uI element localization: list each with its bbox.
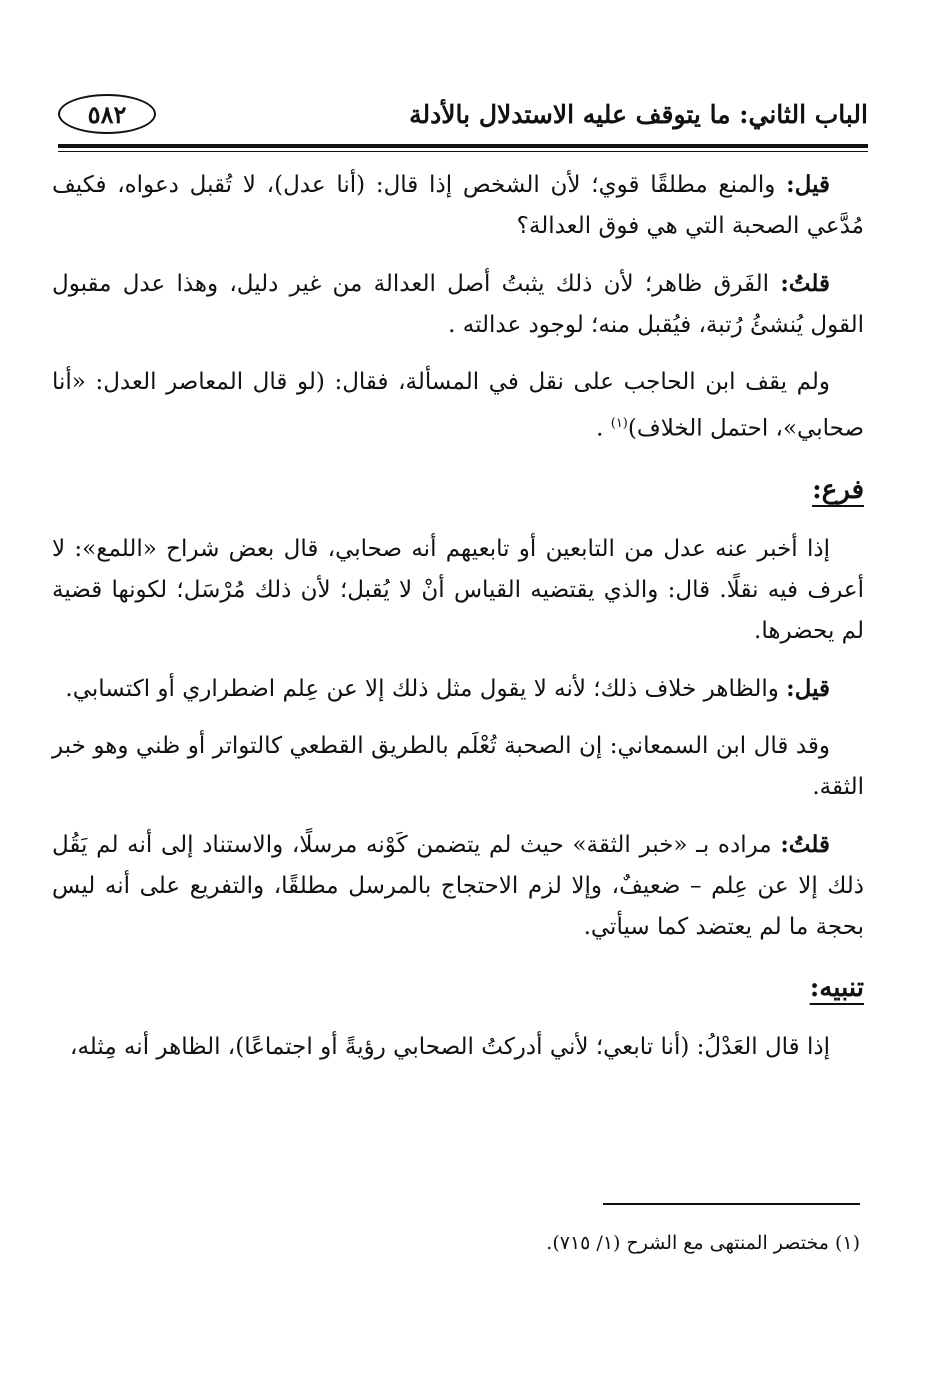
footnote-separator <box>603 1203 860 1205</box>
lead-word: قلتُ: <box>780 830 830 858</box>
paragraph-1 <box>52 164 864 247</box>
section-heading-far: فرع: <box>812 474 864 505</box>
paragraph-text: الفَرق ظاهر؛ لأن ذلك يثبتُ أصل العدالة من غير دليل، وهذا عدل مقبول القول يُنشئُ رُتبة، فيُقبل منه؛ لوجود عدالته . <box>52 271 864 338</box>
footnote: (١) مختصر المنتهى مع الشرح (١/ ٧١٥). <box>546 1232 860 1254</box>
paragraph-2 <box>52 263 864 346</box>
paragraph-text: وقد قال ابن السمعاني: إن الصحبة تُعْلَم بالطريق القطعي كالتواتر أو ظني وهو خبر الثقة. <box>52 732 864 800</box>
paragraph-3 <box>52 362 864 450</box>
paragraph-8 <box>52 1027 864 1068</box>
paragraph-end: . <box>596 415 611 442</box>
paragraph-text: ولم يقف ابن الحاجب على نقل في المسألة، فقال: (لو قال المعاصر العدل: «أنا صحابي»، احتمل الخلاف) <box>52 369 864 442</box>
paragraph-7 <box>52 824 864 948</box>
lead-word: قيل: <box>786 674 830 702</box>
page-number-badge: ٥٨٢ <box>58 94 156 134</box>
lead-word: قلتُ: <box>780 270 830 297</box>
header-rule <box>58 144 868 148</box>
lead-word: قيل: <box>786 171 830 198</box>
page-header <box>58 86 868 142</box>
paragraph-6 <box>52 726 864 808</box>
running-title: الباب الثاني: ما يتوقف عليه الاستدلال بالأدلة <box>409 99 868 129</box>
paragraph-5 <box>52 668 864 710</box>
paragraph-4 <box>52 529 864 652</box>
paragraph-text: إذا أخبر عنه عدل من التابعين أو تابعيهم أنه صحابي، قال بعض شراح «اللمع»: لا أعرف فيه نقلًا. قال: والذي يقتضيه القياس أنْ لا يُقبل؛ لأن ذلك مُرْسَل؛ لكونها قضية لم يحضرها. <box>52 535 864 644</box>
paragraph-text: والظاهر خلاف ذلك؛ لأنه لا يقول مثل ذلك إلا عن عِلم اضطراري أو اكتسابي. <box>65 675 787 702</box>
section-heading-tanbih: تنبيه: <box>809 972 864 1003</box>
header-rule-thin <box>58 151 868 152</box>
footnote-ref: (١) <box>610 416 628 431</box>
paragraph-text: مراده بـ «خبر الثقة» حيث لم يتضمن كَوْنه مرسلًا، والاستناد إلى أنه لم يَقُل ذلك إلا عن عِلم – ضعيفٌ، وإلا لزم الاحتجاج بالمرسل مطلقًا، والتفريع على أنه ليس بحجة ما لم يعتضد كما سيأتي. <box>52 831 864 940</box>
paragraph-text: إذا قال العَدْلُ: (أنا تابعي؛ لأني أدركتُ الصحابي رؤيةً أو اجتماعًا)، الظاهر أنه مِثله، <box>70 1033 830 1060</box>
paragraph-text: والمنع مطلقًا قوي؛ لأن الشخص إذا قال: (أنا عدل)، لا تُقبل دعواه، فكيف مُدَّعي الصحبة التي هي فوق العدالة؟ <box>52 172 864 239</box>
body-text <box>52 164 864 1084</box>
